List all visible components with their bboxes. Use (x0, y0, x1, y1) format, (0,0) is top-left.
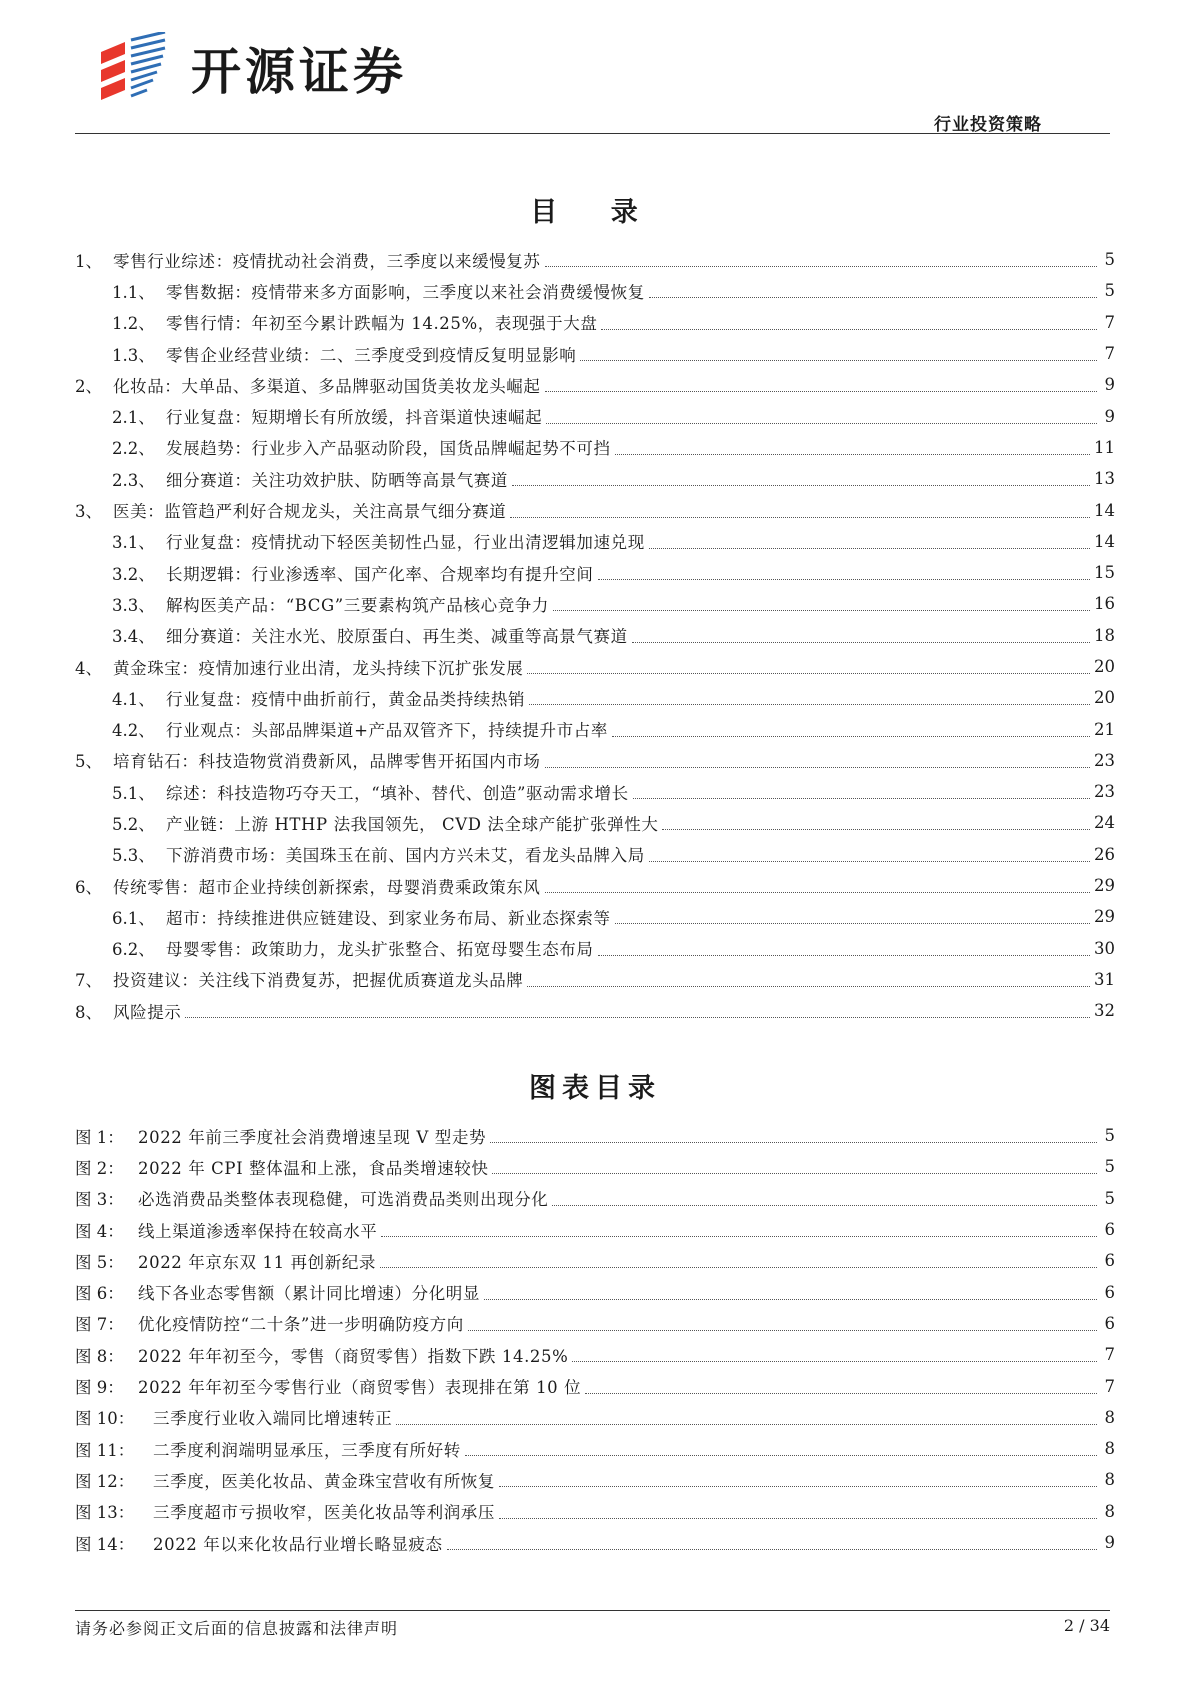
dot-leader (465, 1455, 1097, 1456)
figure-entry-page: 6 (1104, 1220, 1115, 1240)
toc-entry-number: 5.3、 (112, 846, 155, 866)
toc-entry-label: 细分赛道：关注功效护肤、防晒等高景气赛道 (166, 470, 508, 490)
page-number: 2 / 34 (1063, 1616, 1110, 1635)
figure-entry-page: 6 (1104, 1313, 1115, 1333)
figure-entry[interactable] (75, 1496, 1115, 1527)
toc-entry-page: 31 (1094, 969, 1115, 989)
footer-divider (75, 1610, 1110, 1611)
toc-entry[interactable] (75, 682, 1115, 713)
dot-leader (546, 423, 1097, 424)
figure-entry-number: 图 11： (75, 1440, 135, 1460)
figure-entry[interactable] (75, 1339, 1115, 1370)
toc-entry-label: 零售行情：年初至今累计跌幅为 14.25%，表现强于大盘 (166, 314, 598, 334)
toc-entry-page: 14 (1094, 531, 1115, 551)
toc-entry-label: 传统零售：超市企业持续创新探索，母婴消费乘政策东风 (113, 877, 541, 897)
toc-entry-page: 30 (1094, 938, 1115, 958)
toc-entry-page: 21 (1094, 719, 1115, 739)
toc-entry[interactable] (75, 244, 1115, 275)
figure-entry-label: 优化疫情防控“二十条”进一步明确防疫方向 (138, 1315, 464, 1335)
dot-leader (612, 736, 1090, 737)
figure-entry-page: 8 (1104, 1501, 1115, 1521)
toc-entry-number: 5、 (75, 752, 102, 772)
toc-entry-number: 7、 (75, 971, 102, 991)
toc-entry-label: 长期逻辑：行业渗透率、国产化率、合规率均有提升空间 (166, 564, 594, 584)
toc-entry-number: 5.1、 (112, 783, 155, 803)
dot-leader (553, 610, 1090, 611)
toc-entry-label: 行业复盘：短期增长有所放缓，抖音渠道快速崛起 (166, 408, 543, 428)
figure-entry-label: 线上渠道渗透率保持在较高水平 (138, 1221, 378, 1241)
toc-entry-number: 8、 (75, 1002, 102, 1022)
figure-entry-number: 图 9： (75, 1378, 124, 1398)
toc-entry-number: 1.1、 (112, 282, 155, 302)
toc-entry-page: 23 (1094, 750, 1115, 770)
dot-leader (490, 1142, 1097, 1143)
toc-entry[interactable] (75, 400, 1115, 431)
figure-entry-page: 9 (1104, 1533, 1115, 1552)
toc-entry-number: 6.2、 (112, 940, 155, 960)
figure-entry-label: 2022 年以来化妆品行业增长略显疲态 (153, 1534, 443, 1554)
toc-entry[interactable] (75, 557, 1115, 588)
dot-leader (468, 1330, 1097, 1331)
brand-name: 开源证券 (191, 43, 407, 101)
figure-entry-label: 2022 年年初至今零售行业（商贸零售）表现排在第 10 位 (138, 1378, 582, 1398)
dot-leader (396, 1424, 1097, 1425)
toc-entry-label: 行业复盘：疫情中曲折前行，黄金品类持续热销 (166, 689, 526, 709)
dot-leader (529, 704, 1090, 705)
toc-entry-number: 2、 (75, 376, 102, 396)
toc-entry-label: 黄金珠宝：疫情加速行业出清，龙头持续下沉扩张发展 (113, 658, 524, 678)
toc-entry[interactable] (75, 870, 1115, 901)
page-header (0, 0, 1190, 140)
toc-entry-number: 2.2、 (112, 439, 155, 459)
toc-entry[interactable] (75, 338, 1115, 369)
figure-entry-number: 图 2： (75, 1158, 124, 1178)
dot-leader (545, 391, 1098, 392)
toc-entry-number: 3.3、 (112, 595, 155, 615)
toc-entry-page: 23 (1094, 782, 1115, 802)
figure-entry-page: 5 (1104, 1188, 1115, 1208)
toc-entry-label: 解构医美产品：“BCG”三要素构筑产品核心竞争力 (166, 595, 550, 615)
dot-leader (585, 1393, 1097, 1394)
dot-leader (484, 1299, 1097, 1300)
toc-entry[interactable] (75, 494, 1115, 525)
toc-entry[interactable] (75, 745, 1115, 776)
toc-entry-label: 超市：持续推进供应链建设、到家业务布局、新业态探索等 (166, 908, 611, 928)
toc-entry-page: 29 (1094, 907, 1115, 927)
dot-leader (572, 1361, 1097, 1362)
figure-list-title: 图表目录 (529, 1073, 661, 1104)
toc-entry-label: 化妆品：大单品、多渠道、多品牌驱动国货美妆龙头崛起 (113, 376, 541, 396)
toc-entry[interactable] (75, 369, 1115, 400)
toc-entry-label: 零售企业经营业绩：二、三季度受到疫情反复明显影响 (166, 345, 577, 365)
figure-entry[interactable] (75, 1183, 1115, 1214)
figure-entry[interactable] (75, 1120, 1115, 1151)
dot-leader (545, 266, 1098, 267)
figure-entry-label: 必选消费品类整体表现稳健，可选消费品类则出现分化 (138, 1190, 549, 1210)
toc-entry-number: 1.3、 (112, 345, 155, 365)
toc-entry-number: 3.4、 (112, 627, 155, 647)
figure-entry-number: 图 12： (75, 1471, 135, 1491)
figure-entry-page: 7 (1104, 1345, 1115, 1365)
figure-entry-label: 2022 年年初至今，零售（商贸零售）指数下跌 14.25% (138, 1346, 569, 1366)
kaiyuan-logo-icon (95, 32, 175, 112)
figure-entry-page: 8 (1104, 1439, 1115, 1459)
toc-entry[interactable] (75, 995, 1115, 1026)
toc-entry[interactable] (75, 463, 1115, 494)
dot-leader (598, 579, 1091, 580)
dot-leader (527, 673, 1090, 674)
figure-entry-label: 线下各业态零售额（累计同比增速）分化明显 (138, 1284, 480, 1304)
toc-entry-page: 9 (1104, 406, 1115, 426)
figure-entry[interactable] (75, 1464, 1115, 1495)
toc-entry-label: 细分赛道：关注水光、胶原蛋白、再生类、减重等高景气赛道 (166, 627, 628, 647)
dot-leader (662, 829, 1090, 830)
toc-entry-number: 2.1、 (112, 408, 155, 428)
toc-entry-label: 产业链：上游 HTHP 法我国领先， CVD 法全球产能扩张弹性大 (166, 814, 659, 834)
toc-entry-label: 综述：科技造物巧夺天工，“填补、替代、创造”驱动需求增长 (166, 783, 629, 803)
dot-leader (492, 1173, 1097, 1174)
figure-entry-page: 8 (1104, 1407, 1115, 1427)
toc-entry-number: 3.1、 (112, 533, 155, 553)
figure-entry[interactable] (75, 1245, 1115, 1276)
figure-entry-label: 2022 年前三季度社会消费增速呈现 V 型走势 (138, 1127, 487, 1147)
dot-leader (580, 360, 1097, 361)
figure-entry[interactable] (75, 1370, 1115, 1401)
figure-entry-number: 图 13： (75, 1503, 135, 1523)
toc-entry[interactable] (75, 620, 1115, 651)
toc-entry-number: 4、 (75, 658, 102, 678)
toc-entry-number: 5.2、 (112, 814, 155, 834)
dot-leader (499, 1486, 1097, 1487)
toc-entry[interactable] (75, 307, 1115, 338)
figure-entry-number: 图 3： (75, 1190, 124, 1210)
figure-entry-number: 图 1： (75, 1127, 124, 1147)
toc-entry-page: 24 (1094, 813, 1115, 833)
figure-entry-number: 图 6： (75, 1284, 124, 1304)
toc-entry-page: 7 (1104, 344, 1115, 364)
figure-entry[interactable] (75, 1433, 1115, 1464)
toc-entry-number: 4.2、 (112, 721, 155, 741)
document-type: 行业投资策略 (934, 115, 1042, 135)
toc-entry-page: 29 (1094, 876, 1115, 896)
dot-leader (615, 454, 1090, 455)
dot-leader (499, 1518, 1097, 1519)
toc-entry-page: 9 (1104, 375, 1115, 395)
dot-leader (601, 329, 1097, 330)
dot-leader (552, 1205, 1097, 1206)
figure-entry[interactable] (75, 1308, 1115, 1339)
figure-entry-label: 二季度利润端明显承压，三季度有所好转 (153, 1440, 461, 1460)
figure-entry-page: 8 (1104, 1470, 1115, 1490)
figure-entry-label: 2022 年京东双 11 再创新纪录 (138, 1252, 377, 1272)
toc-entry-number: 2.3、 (112, 470, 155, 490)
figure-entry-number: 图 7： (75, 1315, 124, 1335)
toc-entry-page: 15 (1094, 563, 1115, 583)
figure-entry-label: 三季度，医美化妆品、黄金珠宝营收有所恢复 (153, 1471, 495, 1491)
dot-leader (512, 485, 1090, 486)
figure-list (75, 1120, 1115, 1558)
figure-entry-page: 7 (1104, 1376, 1115, 1396)
dot-leader (381, 1236, 1097, 1237)
figure-entry-number: 图 14： (75, 1534, 135, 1554)
figure-entry-number: 图 8： (75, 1346, 124, 1366)
dot-leader (649, 297, 1097, 298)
figure-entry[interactable] (75, 1276, 1115, 1307)
toc-entry-label: 发展趋势：行业步入产品驱动阶段，国货品牌崛起势不可挡 (166, 439, 611, 459)
toc-entry-label: 培育钻石：科技造物赏消费新风，品牌零售开拓国内市场 (113, 752, 541, 772)
toc-entry[interactable] (75, 275, 1115, 306)
figure-entry-page: 6 (1104, 1282, 1115, 1302)
toc-title: 目 录 (530, 197, 660, 228)
toc-entry-page: 11 (1094, 437, 1115, 457)
figure-entry-label: 三季度行业收入端同比增速转正 (153, 1409, 393, 1429)
toc-entry-page: 16 (1094, 594, 1115, 614)
toc-entry-page: 26 (1094, 844, 1115, 864)
figure-entry-number: 图 4： (75, 1221, 124, 1241)
dot-leader (598, 955, 1091, 956)
toc-entry[interactable] (75, 526, 1115, 557)
figure-entry[interactable] (75, 1151, 1115, 1182)
figure-entry[interactable] (75, 1214, 1115, 1245)
toc-entry-label: 零售行业综述：疫情扰动社会消费，三季度以来缓慢复苏 (113, 251, 541, 271)
toc-entry[interactable] (75, 933, 1115, 964)
toc-entry-label: 零售数据：疫情带来多方面影响，三季度以来社会消费缓慢恢复 (166, 282, 645, 302)
company-logo (95, 32, 455, 112)
toc-entry[interactable] (75, 432, 1115, 463)
dot-leader (633, 798, 1090, 799)
dot-leader (649, 548, 1090, 549)
dot-leader (545, 767, 1091, 768)
toc-entry[interactable] (75, 588, 1115, 619)
toc-entry-number: 6.1、 (112, 908, 155, 928)
toc-entry-number: 3.2、 (112, 564, 155, 584)
toc-entry-label: 母婴零售：政策助力，龙头扩张整合、拓宽母婴生态布局 (166, 940, 594, 960)
toc-entry[interactable] (75, 776, 1115, 807)
toc-entry[interactable] (75, 839, 1115, 870)
toc-entry-number: 3、 (75, 502, 102, 522)
dot-leader (649, 861, 1090, 862)
toc-entry[interactable] (75, 964, 1115, 995)
toc-entry-page: 20 (1094, 688, 1115, 708)
dot-leader (185, 1017, 1090, 1018)
dot-leader (545, 892, 1091, 893)
dot-leader (527, 986, 1090, 987)
toc-entry-label: 风险提示 (113, 1002, 182, 1022)
toc-entry-number: 1、 (75, 251, 102, 271)
toc-entry-label: 医美：监管趋严利好合规龙头，关注高景气细分赛道 (113, 502, 507, 522)
toc-entry-page: 32 (1094, 1001, 1115, 1021)
figure-entry-number: 图 10： (75, 1409, 135, 1429)
toc-entry-label: 下游消费市场：美国珠玉在前、国内方兴未艾，看龙头品牌入局 (166, 846, 645, 866)
figure-entry-page: 6 (1104, 1251, 1115, 1271)
dot-leader (632, 642, 1090, 643)
toc-list (75, 244, 1115, 1026)
toc-entry-page: 18 (1094, 625, 1115, 645)
toc-entry-page: 14 (1094, 500, 1115, 520)
dot-leader (615, 923, 1090, 924)
figure-entry-label: 2022 年 CPI 整体温和上涨，食品类增速较快 (138, 1158, 489, 1178)
dot-leader (447, 1549, 1097, 1550)
figure-entry[interactable] (75, 1402, 1115, 1433)
toc-entry[interactable] (75, 713, 1115, 744)
figure-entry-page: 5 (1104, 1126, 1115, 1146)
toc-entry-label: 行业复盘：疫情扰动下轻医美韧性凸显，行业出清逻辑加速兑现 (166, 533, 645, 553)
figure-entry-page: 5 (1104, 1157, 1115, 1177)
dot-leader (380, 1267, 1097, 1268)
header-divider (75, 133, 1110, 134)
toc-entry-page: 5 (1104, 250, 1115, 270)
toc-entry[interactable] (75, 901, 1115, 932)
figure-entry-label: 三季度超市亏损收窄，医美化妆品等利润承压 (153, 1503, 495, 1523)
figure-entry[interactable] (75, 1527, 1115, 1558)
dot-leader (510, 517, 1090, 518)
toc-entry-label: 投资建议：关注线下消费复苏，把握优质赛道龙头品牌 (113, 971, 524, 991)
toc-entry[interactable] (75, 651, 1115, 682)
toc-entry-page: 20 (1094, 657, 1115, 676)
toc-entry-number: 6、 (75, 877, 102, 897)
footer-disclaimer: 请务必参阅正文后面的信息披露和法律声明 (75, 1619, 399, 1638)
toc-entry-page: 7 (1104, 312, 1115, 332)
figure-entry-number: 图 5： (75, 1252, 124, 1272)
toc-entry-number: 4.1、 (112, 689, 155, 709)
toc-entry[interactable] (75, 807, 1115, 838)
toc-entry-number: 1.2、 (112, 314, 155, 334)
toc-entry-page: 5 (1104, 281, 1115, 301)
toc-entry-label: 行业观点：头部品牌渠道+产品双管齐下，持续提升市占率 (166, 721, 608, 741)
toc-entry-page: 13 (1094, 469, 1115, 489)
